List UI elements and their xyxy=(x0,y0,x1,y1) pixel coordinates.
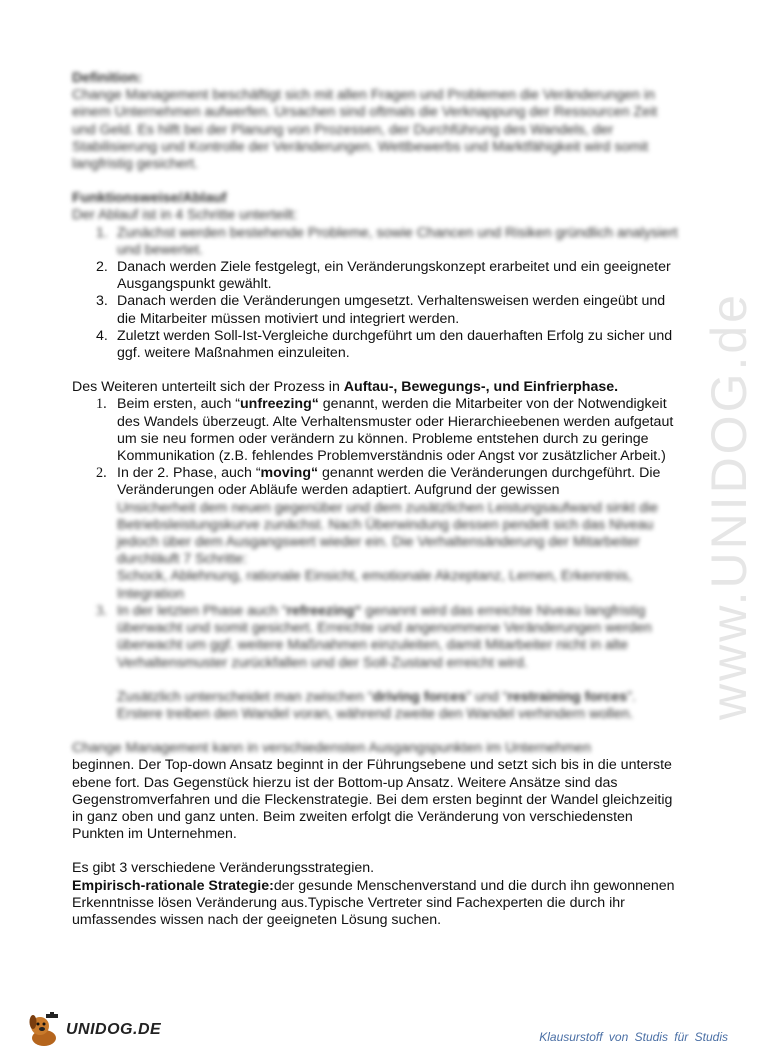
list-item: 1. Beim ersten, auch “unfreezing“ genannt, werden die Mitarbeiter von der Notwendigkeit des Wandels überzeugt. Alte Verhaltensmuster oder Hierarchieebenen werden aufgetaut um sie neu formen oder verändern zu können. Probleme entstehen durch zu geringe Kommunikation (z.B. fehlendes Problemverständnis oder Angst vor zusätzlicher Arbeit.) xyxy=(96,396,674,465)
phasen-list xyxy=(72,396,682,723)
funktionsweise-intro: Der Ablauf ist in 4 Schritte unterteilt: xyxy=(72,207,298,224)
ansatz-text: beginnen. Der Top-down Ansatz beginnt in der Führungsebene und setzt sich bis in die unterste ebene fort. Das Gegenstück hierzu ist der Bottom-up Ansatz. Weitere Ansätze sind das Gegenstromverfahren und die Fleckenstrategie. Bei dem ersten beginnt der Wandel gleichzeitig in ganz oben und ganz unten. Beim zweiten erfolgt die Veränderung von verschiedensten Punkten im Unternehmen. xyxy=(72,757,673,843)
footer-tagline: Klausurstoff von Studis für Studis xyxy=(539,1030,728,1044)
steps-list xyxy=(72,225,682,363)
list-item: 4. Zuletzt werden Soll-Ist-Vergleiche durchgeführt um den dauerhaften Erfolg zu sicher und ggf. weitere Maßnahmen einzuleiten. xyxy=(96,327,673,362)
phasen-section xyxy=(72,379,682,723)
definition-section xyxy=(72,70,682,173)
list-item: 1. Zunächst werden bestehende Probleme, sowie Chancen und Risiken gründlich analysiert und bewertet. xyxy=(96,224,678,258)
logo-text: UNIDOG.DE xyxy=(66,1021,162,1038)
list-item: 3. In der letzten Phase auch “refreezing“ genannt wird das erreichte Niveau langfristig überwacht und somit gesichert. Erreichte und angenommene Veränderungen werden überwacht um ggf. weitere Maßnahmen einzuleiten, damit Mitarbeiter nicht in alte Verhaltensmuster zurückfallen und der Soll-Zustand erreicht wird. Zusätzlich unterscheidet man zwischen “driving forces” und “restraining forces”. Erstere treiben den Wandel voran, während zweite den Wandel verhindern wollen. xyxy=(96,602,652,722)
list-item: 2. In der 2. Phase, auch “moving“ genannt werden die Veränderungen durchgeführt. Die Veränderungen oder Abläufe werden adaptiert. Aufgrund der gewissen Unsicherheit dem neuen gegenüber und dem zusätzlichen Leistungsaufwand sinkt die Betriebsleistungskurve zunächst. Nach Überwindung dessen pendelt sich das Niveau jedoch über dem Ausgangswert wieder ein. Die Verhaltensänderung der Mitarbeiter durchläuft 7 Schritte: Schock, Ablehnung, rationale Einsicht, emotionale Akzeptanz, Lernen, Erkenntnis, Integration xyxy=(96,465,661,602)
definition-heading: Definition: xyxy=(72,70,143,86)
watermark: www.UNIDOG.de xyxy=(701,292,757,720)
ansatz-blurred-line: Change Management kann in verschiedensten Ausgangspunkten im Unternehmen xyxy=(72,740,591,757)
strategien-section xyxy=(72,860,682,929)
strategien-text: Empirisch-rationale Strategie:der gesunde Menschenverstand und die durch ihn gewonnenen Erkenntnisse lösen Veränderung aus.Typische Vertreter sind Fachexperten die durch ihr umfassendes wissen nach der geeigneten Lösung suchen. xyxy=(72,877,675,928)
definition-text: Change Management beschäftigt sich mit allen Fragen und Problemen die Veränderungen in einem Unternehmen aufwerfen. Ursachen sind oftmals die Verknappung der Ressourcen Zeit und Geld. Es hilft bei der Planung von Prozessen, der Durchführung des Wandels, der Stabilisierung und Kontrolle der Veränderungen. Wettbewerbs und Marktfähigkeit wird somit langfristig gesichert. xyxy=(72,87,658,173)
phasen-intro: Des Weiteren unterteilt sich der Prozess in Auftau-, Bewegungs-, und Einfrierphase. xyxy=(72,379,619,396)
strategien-intro: Es gibt 3 verschiedene Veränderungsstrategien. xyxy=(72,860,375,877)
funktionsweise-section xyxy=(72,190,682,362)
document-page xyxy=(72,70,682,929)
list-item: 3. Danach werden die Veränderungen umgesetzt. Verhaltensweisen werden eingeübt und die Mitarbeiter müssen motiviert und integriert werden. xyxy=(96,293,666,327)
dog-mascot-icon xyxy=(24,1012,64,1048)
ansatz-section xyxy=(72,740,682,843)
funktionsweise-heading: Funktionsweise/Ablauf xyxy=(72,190,227,207)
unidog-logo xyxy=(24,1012,161,1048)
list-item: 2. Danach werden Ziele festgelegt, ein Veränderungskonzept erarbeitet und ein geeigneter Ausgangspunkt gewählt. xyxy=(96,259,671,293)
